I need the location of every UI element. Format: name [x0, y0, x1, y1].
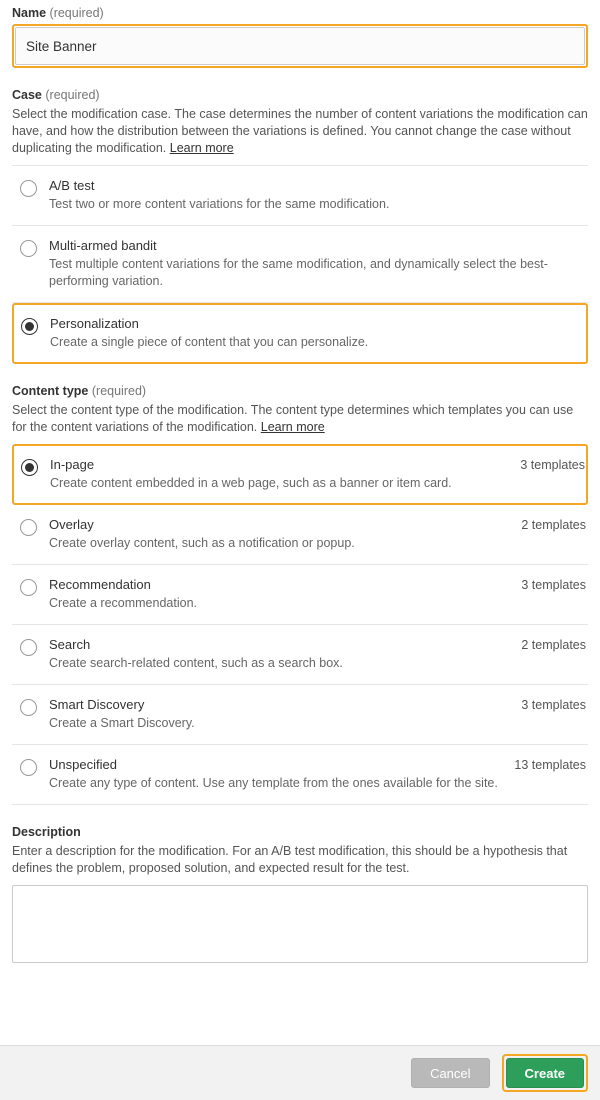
case-label — [12, 88, 588, 102]
template-count-badge: 3 templates — [521, 578, 586, 592]
case-option-description: Create a single piece of content that you can personalize. — [50, 335, 369, 349]
name-input[interactable] — [15, 27, 585, 65]
content-type-learn-more-link[interactable]: Learn more — [260, 420, 325, 434]
content-type-option-text — [49, 637, 511, 672]
radio-icon[interactable] — [20, 759, 37, 776]
content-type-help-text — [12, 402, 588, 436]
spacer — [12, 364, 588, 378]
name-label — [12, 6, 588, 20]
template-count-badge: 2 templates — [521, 638, 586, 652]
content-type-option-title: Unspecified — [49, 757, 117, 772]
content-type-required-hint: (required) — [91, 384, 147, 398]
description-label: Description — [12, 825, 81, 839]
radio-icon[interactable] — [20, 639, 37, 656]
form-body — [0, 6, 600, 963]
template-count-badge: 3 templates — [521, 698, 586, 712]
case-option-text — [50, 316, 585, 351]
content-type-option-title: Overlay — [49, 517, 94, 532]
content-type-option-text — [50, 457, 510, 492]
case-option-title: Personalization — [50, 316, 139, 331]
content-type-option-overlay[interactable] — [12, 505, 588, 565]
content-type-option-title: Search — [49, 637, 91, 652]
radio-icon[interactable] — [20, 519, 37, 536]
radio-icon[interactable] — [20, 240, 37, 257]
content-type-option-description: Create content embedded in a web page, such as a banner or item card. — [50, 476, 452, 490]
content-type-option-in-page[interactable] — [12, 444, 588, 505]
template-count-badge: 2 templates — [521, 518, 586, 532]
content-type-label-text: Content type — [12, 384, 89, 398]
case-option-title: A/B test — [49, 178, 95, 193]
radio-icon-selected[interactable] — [21, 459, 38, 476]
name-field-highlight — [12, 24, 588, 68]
spacer — [12, 805, 588, 819]
content-type-option-recommendation[interactable] — [12, 565, 588, 625]
content-type-option-title: Smart Discovery — [49, 697, 145, 712]
radio-icon[interactable] — [20, 180, 37, 197]
description-help-text: Enter a description for the modification. For an A/B test modification, this should be a hypothesis that defines the problem, proposed solution, and expected result for the test. — [12, 844, 568, 875]
case-required-hint: (required) — [45, 88, 100, 102]
name-required-hint: (required) — [49, 6, 104, 20]
case-option-description: Test two or more content variations for the same modification. — [49, 197, 390, 211]
case-label-text: Case — [12, 88, 42, 102]
content-type-option-title: Recommendation — [49, 577, 151, 592]
content-type-help-body: Select the content type of the modification. The content type determines which templates you can use for the content variations of the modification. — [12, 403, 574, 434]
description-textarea[interactable] — [12, 885, 588, 963]
spacer — [12, 68, 588, 82]
content-type-option-text — [49, 757, 504, 792]
radio-icon[interactable] — [20, 699, 37, 716]
content-type-option-smart-discovery[interactable] — [12, 685, 588, 745]
template-count-badge: 13 templates — [514, 758, 586, 772]
case-option-text — [49, 178, 586, 213]
content-type-options — [12, 444, 588, 805]
case-help-text — [12, 106, 588, 157]
content-type-option-text — [49, 697, 511, 732]
content-type-option-text — [49, 577, 511, 612]
template-count-badge: 3 templates — [520, 458, 585, 472]
case-option-ab-test[interactable] — [12, 165, 588, 226]
cancel-button[interactable]: Cancel — [411, 1058, 489, 1088]
content-type-option-description: Create a Smart Discovery. — [49, 716, 195, 730]
content-type-label — [12, 384, 588, 398]
case-options — [12, 165, 588, 364]
content-type-option-unspecified[interactable] — [12, 745, 588, 805]
radio-icon-selected[interactable] — [21, 318, 38, 335]
content-type-option-description: Create a recommendation. — [49, 596, 197, 610]
case-option-multi-armed-bandit[interactable] — [12, 226, 588, 303]
content-type-option-search[interactable] — [12, 625, 588, 685]
content-type-option-description: Create search-related content, such as a search box. — [49, 656, 343, 670]
content-type-option-title: In-page — [50, 457, 95, 472]
case-option-text — [49, 238, 586, 290]
case-option-personalization[interactable] — [12, 303, 588, 364]
create-button-highlight — [502, 1054, 588, 1092]
case-learn-more-link[interactable]: Learn more — [169, 141, 234, 155]
content-type-option-description: Create any type of content. Use any template from the ones available for the site. — [49, 776, 498, 790]
create-button[interactable]: Create — [506, 1058, 584, 1088]
form-footer — [0, 1045, 600, 1100]
name-label-text: Name — [12, 6, 47, 20]
case-help-body: Select the modification case. The case determines the number of content variations the modification can have, and how the distribution between the variations is defined. You cannot change the case without duplicating the modification. — [12, 107, 588, 155]
radio-icon[interactable] — [20, 579, 37, 596]
case-option-description: Test multiple content variations for the same modification, and dynamically select the best-performing variation. — [49, 257, 548, 288]
content-type-option-description: Create overlay content, such as a notification or popup. — [49, 536, 355, 550]
content-type-option-text — [49, 517, 511, 552]
case-option-title: Multi-armed bandit — [49, 238, 157, 253]
